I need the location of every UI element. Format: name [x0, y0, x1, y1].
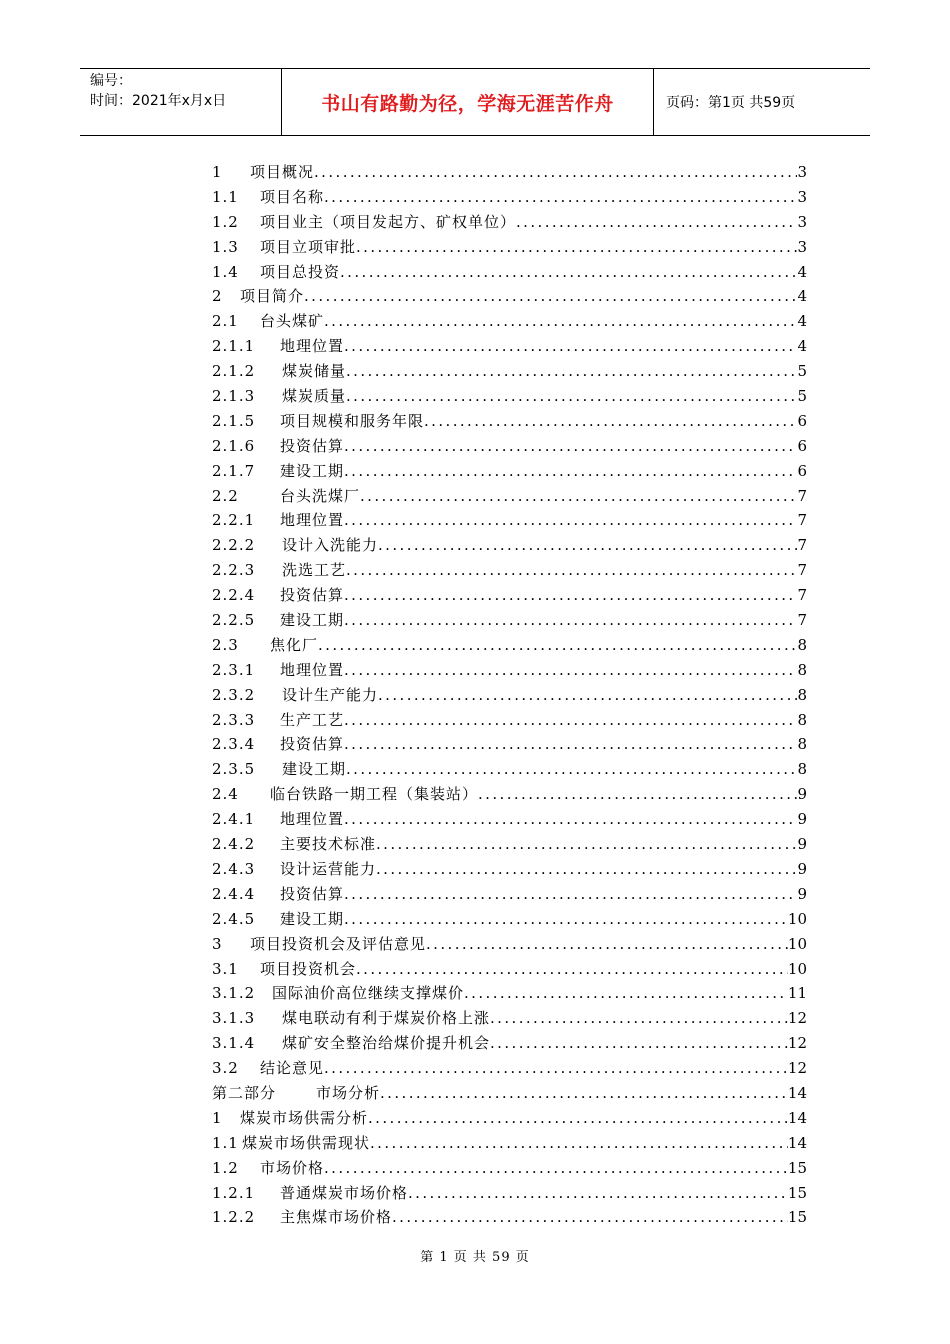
table-of-contents: [212, 160, 807, 1230]
toc-entry[interactable]: [212, 284, 807, 309]
toc-entry-page: 4: [797, 312, 807, 331]
toc-entry-page: 14: [787, 1083, 807, 1102]
toc-entry-page: 3: [797, 237, 807, 256]
toc-entry-number: 2.4.5: [212, 909, 256, 928]
toc-entry-page: 8: [797, 685, 807, 704]
header-page-info: 页码：第1页 共59页: [666, 95, 796, 111]
toc-entry[interactable]: [212, 882, 807, 907]
toc-entry-title: 设计生产能力: [282, 685, 379, 704]
toc-leader-dots: [516, 210, 797, 235]
page-header: [80, 68, 870, 136]
toc-entry[interactable]: [212, 384, 807, 409]
toc-entry[interactable]: [212, 583, 807, 608]
toc-entry-number: 第二部分: [212, 1083, 277, 1102]
toc-entry[interactable]: [212, 1156, 807, 1181]
toc-entry-title: 项目总投资: [260, 262, 341, 281]
toc-entry-number: 2.1.5: [212, 411, 256, 430]
toc-leader-dots: [344, 807, 797, 832]
toc-leader-dots: [426, 932, 788, 957]
toc-leader-dots: [344, 508, 797, 533]
toc-leader-dots: [344, 708, 797, 733]
toc-entry-title: 煤炭质量: [282, 387, 347, 406]
toc-entry[interactable]: [212, 160, 807, 185]
toc-entry-title: 投资估算: [280, 735, 345, 754]
toc-entry-number: 2.4.3: [212, 859, 256, 878]
toc-entry-title: 投资估算: [280, 884, 345, 903]
toc-entry-page: 9: [797, 884, 807, 903]
toc-entry[interactable]: [212, 907, 807, 932]
toc-entry[interactable]: [212, 359, 807, 384]
toc-entry-page: 7: [797, 561, 807, 580]
toc-entry-page: 4: [797, 262, 807, 281]
toc-leader-dots: [346, 558, 797, 583]
toc-entry[interactable]: [212, 558, 807, 583]
toc-entry-title: 项目立项审批: [260, 237, 357, 256]
toc-entry[interactable]: [212, 409, 807, 434]
toc-leader-dots: [304, 284, 797, 309]
toc-entry-number: 2.3.1: [212, 660, 256, 679]
toc-leader-dots: [376, 832, 797, 857]
toc-entry[interactable]: [212, 508, 807, 533]
toc-entry-number: 2.3.5: [212, 760, 256, 779]
toc-entry-number: 3: [212, 934, 223, 953]
toc-entry-title: 地理位置: [280, 337, 345, 356]
toc-entry-page: 15: [787, 1183, 807, 1202]
toc-entry-title: 临台铁路一期工程（集装站）: [270, 785, 479, 804]
toc-entry-page: 6: [797, 461, 807, 480]
toc-leader-dots: [378, 683, 797, 708]
toc-leader-dots: [324, 185, 797, 210]
toc-entry-number: 3.2: [212, 1059, 239, 1078]
toc-entry-page: 10: [787, 934, 807, 953]
toc-entry-number: 2.2.1: [212, 511, 256, 530]
toc-entry-title: 煤矿安全整治给煤价提升机会: [282, 1034, 491, 1053]
toc-entry[interactable]: [212, 1031, 807, 1056]
toc-leader-dots: [408, 1181, 788, 1206]
toc-entry-page: 7: [797, 511, 807, 530]
toc-leader-dots: [490, 1006, 788, 1031]
toc-entry-number: 2.3: [212, 635, 239, 654]
toc-leader-dots: [324, 309, 797, 334]
toc-entry-page: 9: [797, 785, 807, 804]
toc-entry-number: 3.1: [212, 959, 239, 978]
toc-entry[interactable]: [212, 1181, 807, 1206]
toc-entry-number: 2.1.3: [212, 387, 256, 406]
toc-entry-title: 设计入洗能力: [282, 536, 379, 555]
toc-entry-page: 12: [787, 1059, 807, 1078]
toc-entry-title: 焦化厂: [270, 635, 319, 654]
toc-entry-page: 5: [797, 362, 807, 381]
toc-entry-page: 7: [797, 486, 807, 505]
toc-entry-page: 14: [787, 1108, 807, 1127]
toc-leader-dots: [344, 882, 797, 907]
toc-leader-dots: [340, 260, 797, 285]
toc-leader-dots: [344, 459, 797, 484]
toc-entry-title: 地理位置: [280, 660, 345, 679]
toc-leader-dots: [318, 633, 797, 658]
toc-entry[interactable]: [212, 782, 807, 807]
toc-entry[interactable]: [212, 210, 807, 235]
toc-entry-page: 15: [787, 1208, 807, 1227]
toc-entry-page: 7: [797, 586, 807, 605]
toc-leader-dots: [324, 1056, 788, 1081]
toc-entry-title: 国际油价高位继续支撑煤价: [272, 984, 465, 1003]
toc-entry[interactable]: [212, 658, 807, 683]
toc-entry-page: 8: [797, 735, 807, 754]
toc-entry-title: 煤炭市场供需现状: [242, 1133, 371, 1152]
toc-entry-number: 1.1: [212, 1133, 239, 1152]
toc-entry[interactable]: [212, 434, 807, 459]
toc-leader-dots: [478, 782, 797, 807]
toc-entry-page: 3: [797, 163, 807, 181]
toc-entry-title: 项目名称: [260, 187, 325, 206]
toc-leader-dots: [346, 757, 797, 782]
toc-entry-number: 2.1.2: [212, 362, 256, 381]
toc-entry-page: 8: [797, 660, 807, 679]
toc-entry-page: 4: [797, 287, 807, 306]
toc-entry-title: 项目投资机会及评估意见: [250, 934, 427, 953]
toc-leader-dots: [360, 484, 797, 509]
toc-leader-dots: [464, 981, 788, 1006]
toc-leader-dots: [344, 434, 797, 459]
toc-entry-page: 3: [797, 187, 807, 206]
toc-entry-number: 2.3.4: [212, 735, 256, 754]
toc-entry[interactable]: [212, 757, 807, 782]
toc-entry-page: 6: [797, 411, 807, 430]
toc-entry-title: 建设工期: [282, 760, 347, 779]
toc-entry-title: 项目简介: [240, 287, 305, 306]
toc-entry[interactable]: [212, 608, 807, 633]
toc-leader-dots: [356, 235, 797, 260]
toc-entry-number: 1.4: [212, 262, 239, 281]
toc-entry-title: 建设工期: [280, 611, 345, 630]
toc-entry-title: 主焦煤市场价格: [280, 1208, 393, 1227]
toc-entry-number: 2.2.2: [212, 536, 256, 555]
toc-entry[interactable]: [212, 1131, 807, 1156]
toc-entry[interactable]: [212, 1106, 807, 1131]
toc-entry-number: 1.3: [212, 237, 239, 256]
toc-entry-number: 3.1.4: [212, 1034, 256, 1053]
toc-entry-title: 投资估算: [280, 436, 345, 455]
toc-leader-dots: [356, 957, 788, 982]
toc-entry-number: 2.1: [212, 312, 239, 331]
toc-entry-number: 2: [212, 287, 223, 306]
time-label: 时间：2021年x月x日: [90, 93, 227, 109]
toc-entry-title: 生产工艺: [280, 710, 345, 729]
toc-entry-page: 9: [797, 835, 807, 854]
toc-entry-page: 3: [797, 212, 807, 231]
toc-entry-number: 2.2.3: [212, 561, 256, 580]
toc-leader-dots: [424, 409, 797, 434]
toc-entry[interactable]: [212, 1056, 807, 1081]
toc-entry[interactable]: [212, 633, 807, 658]
toc-entry[interactable]: [212, 185, 807, 210]
toc-entry-number: 2.3.3: [212, 710, 256, 729]
serial-label: 编号：: [90, 73, 132, 89]
toc-entry-title: 普通煤炭市场价格: [280, 1183, 409, 1202]
toc-leader-dots: [344, 732, 797, 757]
toc-entry-title: 建设工期: [280, 909, 345, 928]
toc-entry[interactable]: [212, 832, 807, 857]
toc-entry-page: 14: [787, 1133, 807, 1152]
toc-entry[interactable]: [212, 981, 807, 1006]
toc-leader-dots: [346, 359, 797, 384]
toc-entry-title: 设计运营能力: [280, 859, 377, 878]
toc-entry-title: 台头洗煤厂: [280, 486, 361, 505]
toc-entry[interactable]: [212, 459, 807, 484]
toc-entry-title: 主要技术标准: [280, 835, 377, 854]
toc-entry[interactable]: [212, 1006, 807, 1031]
header-page-info-cell: [654, 69, 870, 135]
toc-entry[interactable]: [212, 957, 807, 982]
toc-entry[interactable]: [212, 708, 807, 733]
toc-entry-number: 2.2.5: [212, 611, 256, 630]
toc-entry-number: 1.2: [212, 1158, 239, 1177]
toc-entry-title: 地理位置: [280, 810, 345, 829]
toc-leader-dots: [346, 384, 797, 409]
header-motto-cell: [282, 69, 654, 135]
toc-entry[interactable]: [212, 235, 807, 260]
toc-entry-page: 15: [787, 1158, 807, 1177]
toc-entry-number: 2.2.4: [212, 586, 256, 605]
toc-entry-title: 项目概况: [250, 163, 315, 181]
toc-entry[interactable]: [212, 807, 807, 832]
toc-entry-title: 项目投资机会: [260, 959, 357, 978]
toc-entry-page: 8: [797, 760, 807, 779]
toc-entry-page: 12: [787, 1009, 807, 1028]
toc-entry-page: 7: [797, 611, 807, 630]
toc-entry-title: 台头煤矿: [260, 312, 325, 331]
toc-entry-number: 1.2.2: [212, 1208, 256, 1227]
header-motto: 书山有路勤为径，学海无涯苦作舟: [321, 92, 614, 115]
toc-entry-page: 9: [797, 859, 807, 878]
toc-entry-title: 市场分析: [316, 1083, 381, 1102]
toc-entry[interactable]: [212, 932, 807, 957]
toc-entry-number: 2.4.1: [212, 810, 256, 829]
toc-leader-dots: [392, 1205, 788, 1230]
toc-leader-dots: [344, 583, 797, 608]
toc-entry-number: 2.1.6: [212, 436, 256, 455]
toc-leader-dots: [490, 1031, 788, 1056]
toc-leader-dots: [314, 160, 797, 185]
toc-entry-page: 9: [797, 810, 807, 829]
toc-leader-dots: [344, 608, 797, 633]
toc-leader-dots: [380, 1081, 788, 1106]
toc-entry[interactable]: [212, 533, 807, 558]
toc-leader-dots: [368, 1106, 788, 1131]
toc-leader-dots: [344, 907, 788, 932]
toc-entry-title: 煤炭储量: [282, 362, 347, 381]
toc-entry-page: 4: [797, 337, 807, 356]
toc-entry-number: 3.1.2: [212, 984, 256, 1003]
toc-entry[interactable]: [212, 334, 807, 359]
toc-entry[interactable]: [212, 1081, 807, 1106]
toc-entry-title: 煤炭市场供需分析: [240, 1108, 369, 1127]
toc-entry-number: 1: [212, 163, 223, 181]
toc-entry-page: 8: [797, 710, 807, 729]
toc-leader-dots: [324, 1156, 788, 1181]
toc-entry-number: 1.1: [212, 187, 239, 206]
toc-entry-title: 建设工期: [280, 461, 345, 480]
toc-entry-number: 3.1.3: [212, 1009, 256, 1028]
toc-entry-number: 1.2: [212, 212, 239, 231]
toc-entry-number: 2.4: [212, 785, 239, 804]
page-footer: 第 1 页 共 59 页: [420, 1250, 530, 1265]
toc-entry-number: 1.2.1: [212, 1183, 256, 1202]
toc-leader-dots: [344, 658, 797, 683]
toc-entry-number: 2.3.2: [212, 685, 256, 704]
toc-entry-title: 洗选工艺: [282, 561, 347, 580]
toc-entry-page: 12: [787, 1034, 807, 1053]
toc-entry-page: 8: [797, 635, 807, 654]
toc-entry-page: 11: [787, 984, 807, 1003]
toc-entry-title: 地理位置: [280, 511, 345, 530]
toc-entry-title: 投资估算: [280, 586, 345, 605]
toc-entry-number: 2.2: [212, 486, 239, 505]
toc-entry-title: 结论意见: [260, 1059, 325, 1078]
toc-entry-title: 市场价格: [260, 1158, 325, 1177]
toc-entry-page: 5: [797, 387, 807, 406]
toc-entry-title: 煤电联动有利于煤炭价格上涨: [282, 1009, 491, 1028]
toc-entry-number: 2.1.7: [212, 461, 256, 480]
toc-entry[interactable]: [212, 484, 807, 509]
toc-entry-title: 项目规模和服务年限: [280, 411, 425, 430]
toc-entry-page: 7: [797, 536, 807, 555]
toc-leader-dots: [344, 334, 797, 359]
toc-leader-dots: [378, 533, 797, 558]
toc-entry[interactable]: [212, 683, 807, 708]
toc-entry-page: 10: [787, 959, 807, 978]
toc-entry[interactable]: [212, 309, 807, 334]
toc-entry-number: 2.1.1: [212, 337, 256, 356]
toc-entry[interactable]: [212, 732, 807, 757]
toc-entry[interactable]: [212, 1205, 807, 1230]
toc-entry-page: 6: [797, 436, 807, 455]
toc-entry-number: 2.4.4: [212, 884, 256, 903]
toc-leader-dots: [376, 857, 797, 882]
toc-entry-number: 1: [212, 1108, 223, 1127]
toc-entry-page: 10: [787, 909, 807, 928]
header-meta: [80, 69, 282, 135]
toc-leader-dots: [370, 1131, 788, 1156]
toc-entry[interactable]: [212, 857, 807, 882]
toc-entry-number: 2.4.2: [212, 835, 256, 854]
toc-entry-title: 项目业主（项目发起方、矿权单位）: [260, 212, 517, 231]
toc-entry[interactable]: [212, 260, 807, 285]
